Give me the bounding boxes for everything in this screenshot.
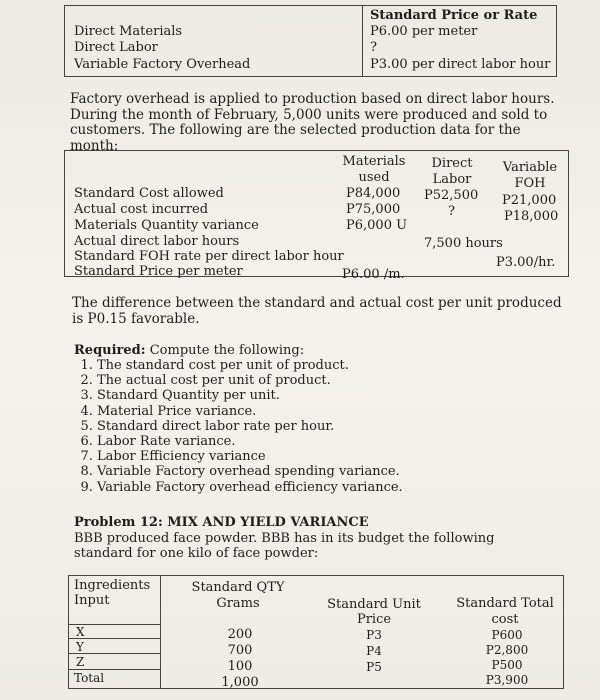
mix-header-total-cost-1: Standard Total	[456, 596, 554, 611]
label-materials-quantity-variance: Materials Quantity variance	[74, 218, 259, 233]
rate-value-direct-materials: P6.00 per meter	[370, 24, 478, 39]
required-item: 6. Labor Rate variance.	[97, 434, 403, 449]
problem-text: BBB produced face powder. BBB has in its budget the following standard for one kilo of face powder:	[74, 531, 495, 561]
mix-qty-z: 100	[227, 659, 253, 674]
mix-row-line	[68, 669, 160, 670]
label-standard-cost-allowed: Standard Cost allowed	[74, 186, 224, 201]
col-header-materials-2: used	[358, 170, 390, 185]
standard-rate-table-divider	[362, 5, 363, 76]
price-per-meter-value: P6.00 /m.	[342, 267, 405, 282]
col-header-foh-1: Variable	[502, 160, 558, 175]
required-item: 8. Variable Factory overhead spending variance.	[97, 464, 403, 479]
mix-cost-x: P600	[491, 628, 523, 642]
mix-price-y: P4	[366, 644, 382, 658]
problem-title: Problem 12: MIX AND YIELD VARIANCE	[74, 515, 369, 530]
foh-actual-cost: P18,000	[504, 209, 559, 224]
mix-table-col-divider	[160, 575, 161, 688]
foh-standard-cost: P21,000	[502, 193, 557, 208]
required-item: 5. Standard direct labor rate per hour.	[97, 419, 403, 434]
rate-value-variable-foh: P3.00 per direct labor hour	[370, 57, 551, 72]
mix-item-z: Z	[76, 655, 85, 669]
mix-header-total-cost-2: cost	[491, 612, 519, 627]
mix-qty-y: 700	[227, 643, 253, 658]
mix-item-total: Total	[74, 671, 105, 685]
label-standard-price-per-meter: Standard Price per meter	[74, 264, 243, 279]
rate-label-direct-materials: Direct Materials	[74, 24, 183, 39]
rate-label-direct-labor: Direct Labor	[74, 40, 158, 55]
mix-item-x: X	[76, 625, 85, 639]
materials-actual-cost: P75,000	[346, 202, 401, 217]
mix-header-qty-2: Grams	[216, 596, 260, 611]
mix-price-z: P5	[366, 660, 382, 674]
rate-value-direct-labor: ?	[370, 40, 377, 55]
label-actual-labor-hours: Actual direct labor hours	[74, 234, 240, 249]
label-actual-cost-incurred: Actual cost incurred	[74, 202, 209, 217]
required-item: 4. Material Price variance.	[97, 404, 403, 419]
required-item: 3. Standard Quantity per unit.	[97, 388, 403, 403]
required-item: 2. The actual cost per unit of product.	[97, 373, 403, 388]
mix-cost-z: P500	[491, 658, 523, 672]
difference-note: The difference between the standard and actual cost per unit produced is P0.15 favorable.	[72, 295, 562, 327]
mix-header-qty-1: Standard QTY	[191, 580, 285, 595]
mix-qty-x: 200	[227, 627, 253, 642]
mix-header-ingredients-2: Input	[74, 593, 110, 608]
mix-qty-total: 1,000	[221, 675, 259, 690]
col-header-materials-1: Materials	[342, 154, 406, 169]
required-lead: Compute the following:	[149, 343, 305, 358]
labor-standard-cost: P52,500	[424, 188, 479, 203]
required-title: Required:	[74, 343, 146, 358]
required-list	[72, 358, 403, 495]
col-header-foh-2: FOH	[514, 176, 546, 191]
mix-cost-total: P3,900	[485, 673, 529, 687]
mix-header-unit-price-1: Standard Unit	[327, 597, 421, 612]
labor-hours-value: 7,500 hours	[424, 236, 503, 251]
required-item: 7. Labor Efficiency variance	[97, 449, 403, 464]
materials-standard-cost: P84,000	[346, 186, 401, 201]
labor-actual-cost: ?	[448, 204, 455, 219]
required-item: 9. Variable Factory overhead efficiency variance.	[97, 480, 403, 495]
foh-rate-value: P3.00/hr.	[496, 255, 556, 270]
mix-cost-y: P2,800	[485, 643, 529, 657]
mix-item-y: Y	[76, 640, 84, 654]
intro-paragraph: Factory overhead is applied to production based on direct labor hours. During the month of February, 5,000 units were produced and sold to customers. The following are the selected production data for the month:	[70, 91, 555, 154]
rate-label-variable-foh: Variable Factory Overhead	[74, 57, 251, 72]
required-heading	[74, 343, 304, 358]
materials-quantity-variance: P6,000 U	[346, 218, 408, 233]
standard-rate-header: Standard Price or Rate	[370, 8, 538, 23]
col-header-labor-2: Labor	[432, 172, 472, 187]
label-standard-foh-rate: Standard FOH rate per direct labor hour	[74, 249, 344, 264]
mix-header-unit-price-2: Price	[356, 612, 392, 627]
mix-price-x: P3	[366, 628, 382, 642]
col-header-labor-1: Direct	[431, 156, 473, 171]
required-item: 1. The standard cost per unit of product.	[97, 358, 403, 373]
mix-header-ingredients-1: Ingredients	[74, 578, 151, 593]
